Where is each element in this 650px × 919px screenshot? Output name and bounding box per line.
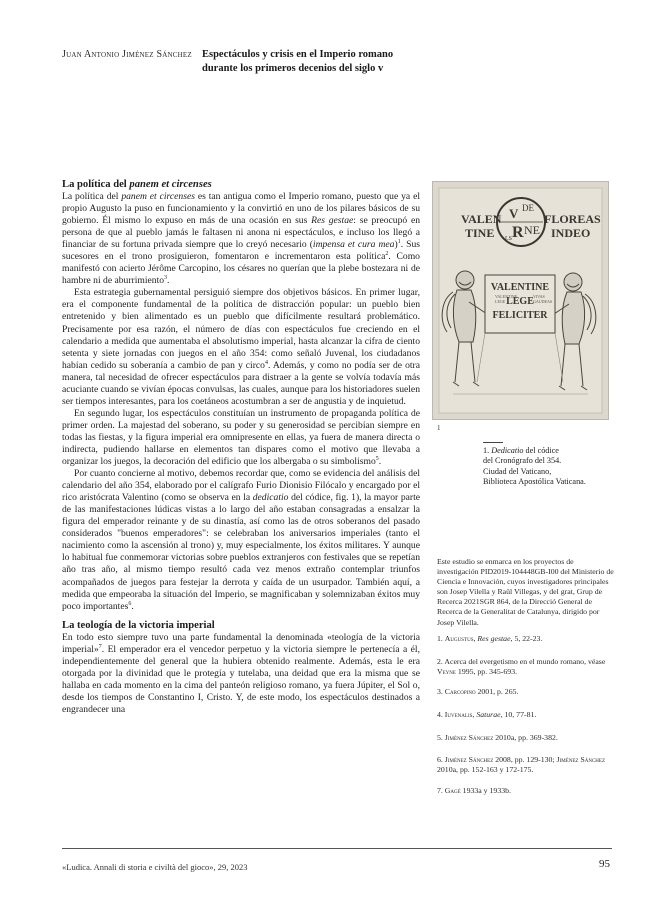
paragraph-3: En segundo lugar, los espectáculos constituían un instrumento de propaganda política de primer orden. La majestad del soberano, su poder y su generosidad se percibían siempre en todas las fiestas, y la figura imperial era omnipresente en ellas, ya fuera de manera directa o indirecta, pudiendo hallarse en elementos tan dispares como el motivo que llevaba a organizar los juegos, la decoración del edificio que los albergaba o su simbolismo$^5$. [62, 407, 420, 468]
footnote-4: 4. Iuvenalis, Saturae, 10, 77-81. [437, 709, 537, 719]
caption-line-2: del Cronógrafo del 354. [483, 456, 562, 466]
svg-text:VALENTINE: VALENTINE [495, 294, 518, 299]
footnote-5: 5. Jiménez Sánchez 2010a, pp. 369-382. [437, 732, 558, 742]
footnote-ref-2: 2 [385, 251, 389, 258]
paragraph-1: La política del panem et circenses es tan antigua como el Imperio romano, puesto que ya el propio Augusto la puso en funcionamiento y la convirtió en uno de los pilares básicos de su gobierno. Él mismo lo expuso en más de una ocasión en sus Res gestae: se preocupó en persona de que al pueblo jamás le faltasen ni anona ni espectáculos, e incluso los llegó a financiar de su fortuna privada siempre que lo creyó necesario (impensa et cura mea)$^1$. Sus sucesores en el trono prosiguieron, fomentaron e incrementaron esta política$^2$. Como manifestó con acierto Jérôme Carcopino, los césares no querían que la plebe bostezara ni de hambre ni de aburrimiento$^3$. [62, 191, 420, 287]
page-number: 95 [599, 858, 610, 870]
caption-rule [483, 442, 503, 443]
svg-text:VALENTINE: VALENTINE [490, 282, 550, 293]
running-head-title-line2: durante los primeros decenios del siglo v [202, 63, 384, 74]
caption-line-4: Biblioteca Apostólica Vaticana. [483, 476, 586, 486]
figure-text-tine: TINE [465, 226, 495, 240]
svg-text:NE: NE [524, 223, 540, 237]
svg-text:V: V [509, 206, 519, 221]
footnote-6: 6. Jiménez Sánchez 2008, pp. 129-130; Jiménez Sánchez 2010a, pp. 152-163 y 172-175. [437, 755, 606, 775]
footnote-ref-5: 5 [375, 455, 379, 462]
footnote-2: 2. Acerca del evergetismo en el mundo romano, véase Veyne 1995, pp. 345-693. [437, 656, 606, 676]
footnote-ref-4: 4 [264, 359, 268, 366]
footnotes-list [437, 634, 617, 809]
section-heading-teologia: La teología de la victoria imperial [62, 619, 215, 631]
caption-line-1: 1. Dedicatio del códice [483, 446, 559, 455]
footnote-3: 3. Carcopino 2001, p. 265. [437, 687, 519, 697]
svg-text:LEGE: LEGE [495, 299, 506, 304]
svg-text:LS: LS [505, 236, 513, 242]
running-head-author: Juan Antonio Jiménez Sánchez [62, 49, 192, 60]
paragraph-4: Por cuanto concierne al motivo, debemos recordar que, como se evidencia del análisis del calendario del año 354, elaborado por el calígrafo Furio Dionisio Filócalo y encargado por el rico aristócrata Valentino (como se observa en la dedicatio del códice, fig. 1), la mayor parte de las manifestaciones lúdicas vistas a lo largo del año estaban consagradas a ensalzar la figura del emperador reinante y de su dinastía, así como las de otros soberanos del pasado considerados "buenos emperadores": se celebraban los aniversarios imperiales (tanto el nacimiento como la ascensión al trono) y, muy especialmente, los éxitos militares. Y aunque lo habitual fue conmemorar victorias sobre pueblos extranjeros con festivales que se repetían año tras año, al mismo tiempo resultó cada vez menos extraño contemplar triunfos acompañados de juegos para festejar la derrota y caída de un usurpador. También aquí, a medida que empeoraba la situación del Imperio, se magnificaban y solemnizaban éxitos muy poco importantes$^6$. [62, 468, 420, 612]
figure-caption [483, 446, 623, 487]
footnote-ref-6: 6 [128, 600, 132, 607]
section-heading-panem: La política del panem et circenses [62, 179, 212, 190]
project-funding-note: Este estudio se enmarca en los proyectos de investigación PID2019-104448GB-I00 del Ministerio de Ciencia e Innovación, cuyos investigadores principales son Josep Vilella y Raül Villegas, y del grat, Grup de Recerca 2021SGR 864, de la Direcció General de Recerca de la Generalitat de Catalunya, dirigido por Josep Vilella. [437, 557, 614, 627]
footnote-7: 7. Gagé 1933a y 1933b. [437, 785, 511, 795]
running-head-title [202, 48, 442, 76]
svg-text:GAUDEAS: GAUDEAS [533, 299, 553, 304]
footnote-ref-3: 3 [164, 275, 168, 282]
figure-text-indeo: INDEO [551, 226, 591, 240]
figure-text-floreas: FLOREAS [544, 212, 601, 226]
footnote-ref-7: 7 [98, 643, 102, 650]
journal-citation: «Ludica. Annali di storia e civiltà del gioco», 29, 2023 [62, 862, 248, 872]
svg-text:VIVAS: VIVAS [533, 294, 545, 299]
footnote-ref-1: 1 [397, 239, 401, 245]
figure-number: 1 [437, 424, 441, 432]
paragraph-5: En todo esto siempre tuvo una parte fundamental la denominada «teología de la victoria imperial»$^7$. El emperador era el vencedor perpetuo y la victoria siempre le pertenecía a él, independientemente del general que la hubiera obtenido realmente. Además, esta le era otorgada por la divinidad que le protegía y tutelaba, una deidad que era la misma que se hallaba en cada momento en la cima del panteón religioso romano, ya fuera Júpiter, el Sol o, desde los tiempos de Constantino I, Cristo. Y, de este modo, los espectáculos destinados a engrandecer una [62, 631, 420, 715]
figure-dedicatio-image [432, 181, 609, 420]
footnote-1: 1. Augustus, Res gestae, 5, 22-23. [437, 634, 543, 643]
running-head-title-line1: Espectáculos y crisis en el Imperio romano [202, 49, 394, 60]
svg-text:FELICITER: FELICITER [492, 310, 548, 321]
paragraph-2: Esta estrategia gubernamental persiguió siempre dos objetivos básicos. En primer lugar, era el componente fundamental de la política de distracción popular: un pueblo bien entretenido y bien alimentado es un pueblo que difícilmente resultará problemático. Precisamente por esa razón, el número de días con espectáculos fue creciendo en el calendario a medida que aumentaba el absolutismo imperial, hasta alcanzar la cifra de ciento setenta y siete jornadas con juegos en el año 354: como señaló Juvenal, los ciudadanos habían cedido su soberanía a cambio de pan y circo$^4$. Además, y como no podía ser de otra manera, tal necesidad de ofrecer espectáculos para distraer a la gente se volvía todavía más acuciante cuando se vivían épocas convulsas, las cuales, aunque para los historiadores suelen ser tiempos interesantes, para los coetáneos acostumbran a ser de angustia y de inquietud. [62, 287, 420, 407]
footer-rule [62, 848, 612, 849]
svg-text:R: R [512, 224, 524, 241]
main-text-column [62, 178, 420, 716]
codex-page-illustration [433, 182, 608, 419]
svg-text:DE: DE [522, 203, 534, 213]
figure-text-valen: VALEN [461, 212, 502, 226]
svg-text:LEGE: LEGE [506, 296, 534, 307]
caption-line-3: Ciudad del Vaticano, [483, 466, 552, 476]
